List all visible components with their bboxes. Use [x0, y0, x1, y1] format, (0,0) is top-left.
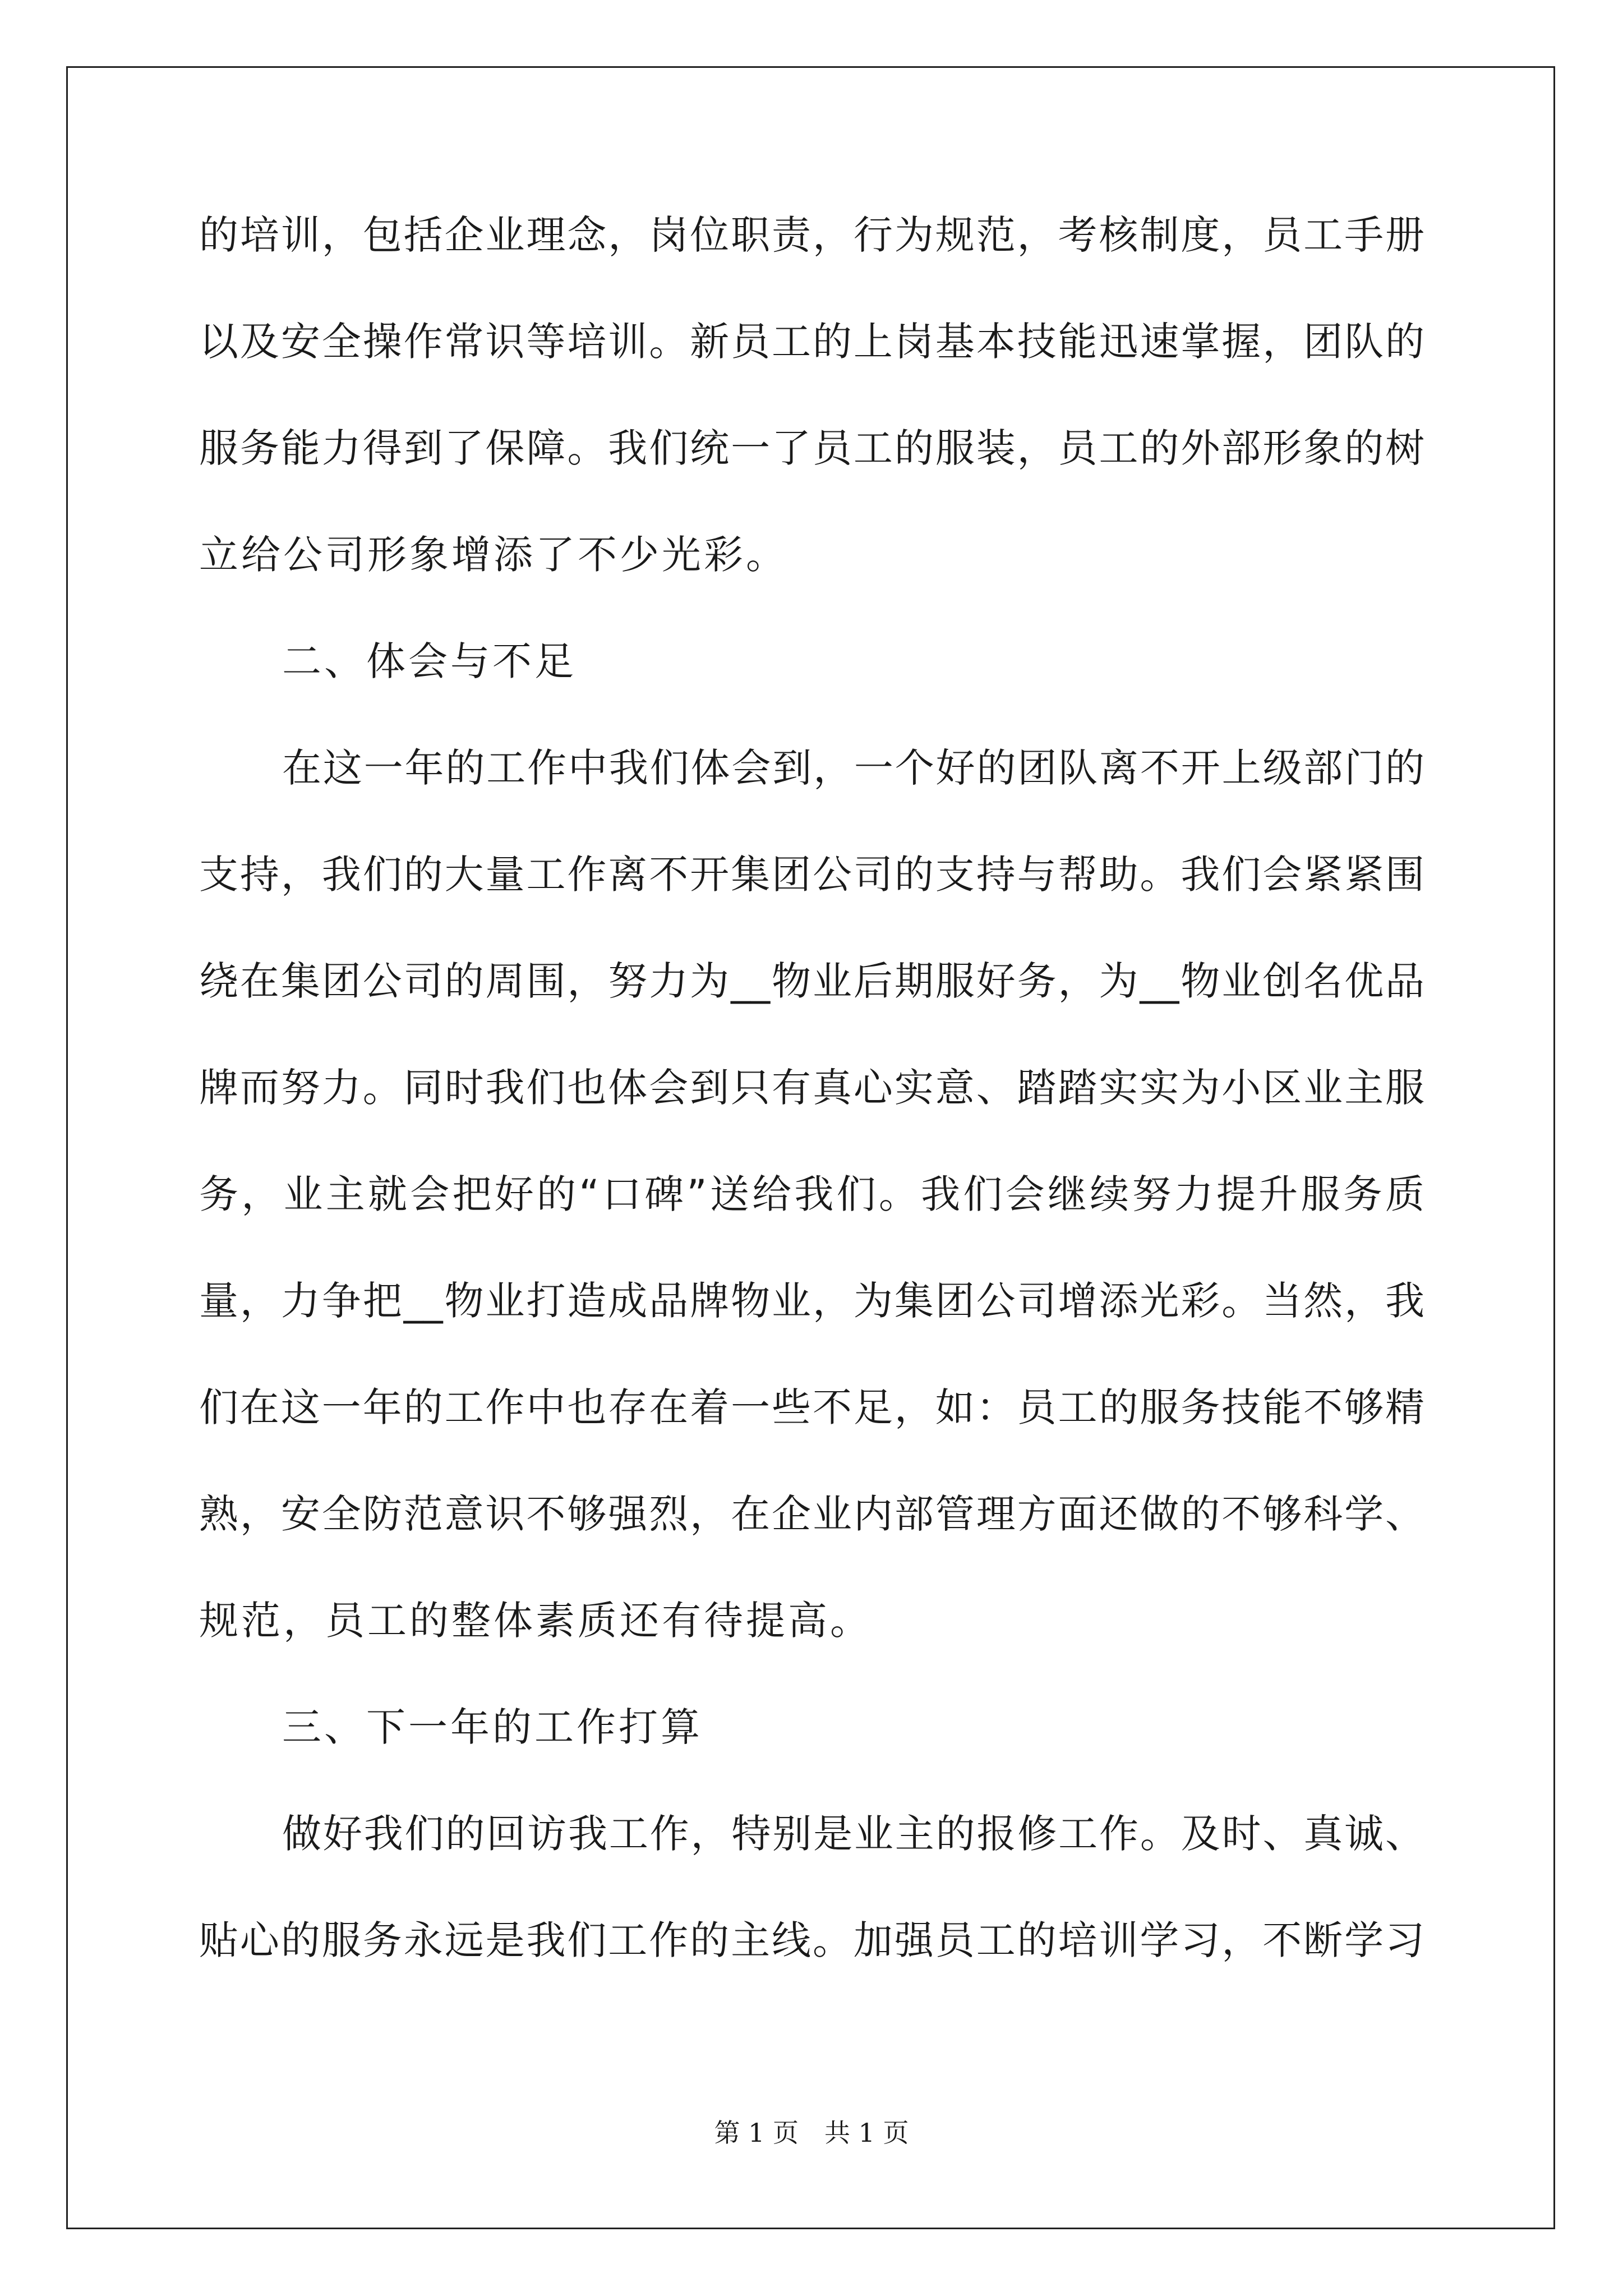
text-line: 务，业主就会把好的“口碑”送给我们。我们会继续努力提升服务质 [199, 1171, 1424, 1217]
text-line: 的培训，包括企业理念，岗位职责，行为规范，考核制度，员工手册 [199, 212, 1424, 258]
text-line: 在这一年的工作中我们体会到，一个好的团队离不开上级部门的 [282, 745, 1424, 791]
text-line: 们在这一年的工作中也存在着一些不足，如：员工的服务技能不够精 [199, 1384, 1424, 1430]
page-number: 第 1 页 [714, 2118, 799, 2148]
text-line: 做好我们的回访我工作，特别是业主的报修工作。及时、真诚、 [282, 1811, 1424, 1857]
text-line: 牌而努力。同时我们也体会到只有真心实意、踏踏实实为小区业主服 [199, 1065, 1424, 1111]
text-line: 绕在集团公司的周围，努力为__物业后期服好务，为__物业创名优品 [199, 958, 1424, 1004]
page-total: 共 1 页 [824, 2118, 909, 2148]
text-line: 贴心的服务永远是我们工作的主线。加强员工的培训学习，不断学习 [199, 1917, 1424, 1963]
text-line: 服务能力得到了保障。我们统一了员工的服装，员工的外部形象的树 [199, 425, 1424, 471]
document-body [199, 209, 1424, 1967]
text-line: 量，力争把__物业打造成品牌物业，为集团公司增添光彩。当然，我 [199, 1278, 1424, 1324]
section-heading: 二、体会与不足 [282, 638, 577, 684]
section-heading: 三、下一年的工作打算 [282, 1704, 703, 1750]
text-line: 规范，员工的整体素质还有待提高。 [199, 1598, 872, 1644]
text-line: 以及安全操作常识等培训。新员工的上岗基本技能迅速掌握，团队的 [199, 319, 1424, 365]
page-footer [0, 2116, 1623, 2150]
text-line: 支持，我们的大量工作离不开集团公司的支持与帮助。我们会紧紧围 [199, 852, 1424, 898]
text-line: 立给公司形象增添了不少光彩。 [199, 532, 788, 578]
text-line: 熟，安全防范意识不够强烈，在企业内部管理方面还做的不够科学、 [199, 1491, 1424, 1537]
